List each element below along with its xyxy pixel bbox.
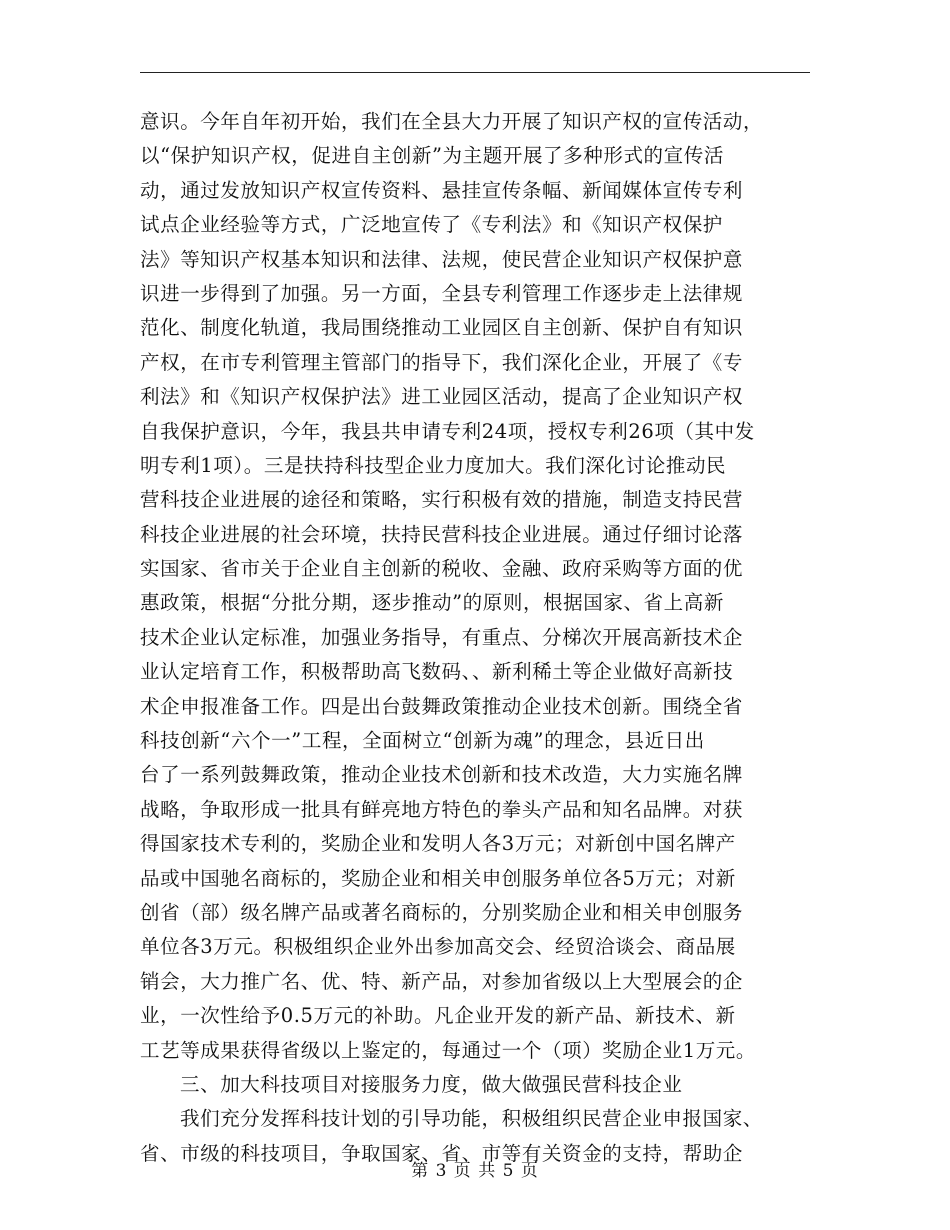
text-line: 科技创新“六个一”工程，全面树立“创新为魂”的理念，县近日出 (140, 729, 705, 753)
text-line: 以“保护知识产权，促进自主创新”为主题开展了多种形式的宣传活 (140, 144, 724, 168)
body-text (140, 105, 820, 1171)
text-line: 自我保护意识，今年，我县共申请专利24项，授权专利26项（其中发 (140, 419, 755, 443)
section-heading: 三、加大科技项目对接服务力度，做大做强民营科技企业 (180, 1072, 683, 1096)
text-line: 范化、制度化轨道，我局围绕推动工业园区自主创新、保护自有知识 (140, 316, 744, 340)
text-line: 术企申报准备工作。四是出台鼓舞政策推动企业技术创新。围绕全省 (140, 694, 744, 718)
text-line: 得国家技术专利的，奖励企业和发明人各3万元；对新创中国名牌产 (140, 832, 736, 856)
text-line: 明专利1项）。三是扶持科技型企业力度加大。我们深化讨论推动民 (140, 453, 727, 477)
text-line: 战略，争取形成一批具有鲜亮地方特色的拳头产品和知名品牌。对获 (140, 797, 744, 821)
text-line: 业，一次性给予0.5万元的补助。凡企业开发的新产品、新技术、新 (140, 1004, 736, 1028)
page-number-footer: 第 3 页 共 5 页 (411, 1161, 539, 1181)
text-line: 创省（部）级名牌产品或著名商标的，分别奖励企业和相关申创服务 (140, 900, 744, 924)
text-line: 利法》和《知识产权保护法》进工业园区活动，提高了企业知识产权 (140, 385, 744, 409)
text-line: 业认定培育工作，积极帮助高飞数码、、新利稀土等企业做好高新技 (140, 660, 734, 684)
text-line: 品或中国驰名商标的，奖励企业和相关申创服务单位各5万元；对新 (140, 866, 736, 890)
text-line: 试点企业经验等方式，广泛地宣传了《专利法》和《知识产权保护 (140, 213, 723, 237)
text-line: 我们充分发挥科技计划的引导功能，积极组织民营企业申报国家、 (180, 1107, 763, 1131)
text-line: 销会，大力推广名、优、特、新产品，对参加省级以上大型展会的企 (140, 969, 744, 993)
text-line: 识进一步得到了加强。另一方面，全县专利管理工作逐步走上法律规 (140, 281, 744, 305)
text-line: 省、市级的科技项目，争取国家、省、市等有关资金的支持，帮助企 (140, 1141, 744, 1165)
text-line: 产权，在市专利管理主管部门的指导下，我们深化企业，开展了《专 (140, 350, 744, 374)
text-line: 单位各3万元。积极组织企业外出参加高交会、经贸洽谈会、商品展 (140, 935, 736, 959)
text-line: 科技企业进展的社会环境，扶持民营科技企业进展。通过仔细讨论落 (140, 522, 744, 546)
text-line: 营科技企业进展的途径和策略，实行积极有效的措施，制造支持民营 (140, 488, 744, 512)
text-line: 惠政策，根据“分批分期，逐步推动”的原则，根据国家、省上高新 (140, 591, 724, 615)
text-line: 技术企业认定标准，加强业务指导，有重点、分梯次开展高新技术企 (140, 625, 744, 649)
header-rule (140, 72, 810, 73)
text-line: 实国家、省市关于企业自主创新的税收、金融、政府采购等方面的优 (140, 557, 744, 581)
text-line: 台了一系列鼓舞政策，推动企业技术创新和技术改造，大力实施名牌 (140, 763, 744, 787)
text-line: 意识。今年自年初开始，我们在全县大力开展了知识产权的宣传活动， (140, 110, 764, 133)
text-line: 动，通过发放知识产权宣传资料、悬挂宣传条幅、新闻媒体宣传专利 (140, 178, 744, 202)
text-line: 工艺等成果获得省级以上鉴定的，每通过一个（项）奖励企业1万元。 (140, 1038, 757, 1062)
text-line: 法》等知识产权基本知识和法律、法规，使民营企业知识产权保护意 (140, 247, 744, 271)
